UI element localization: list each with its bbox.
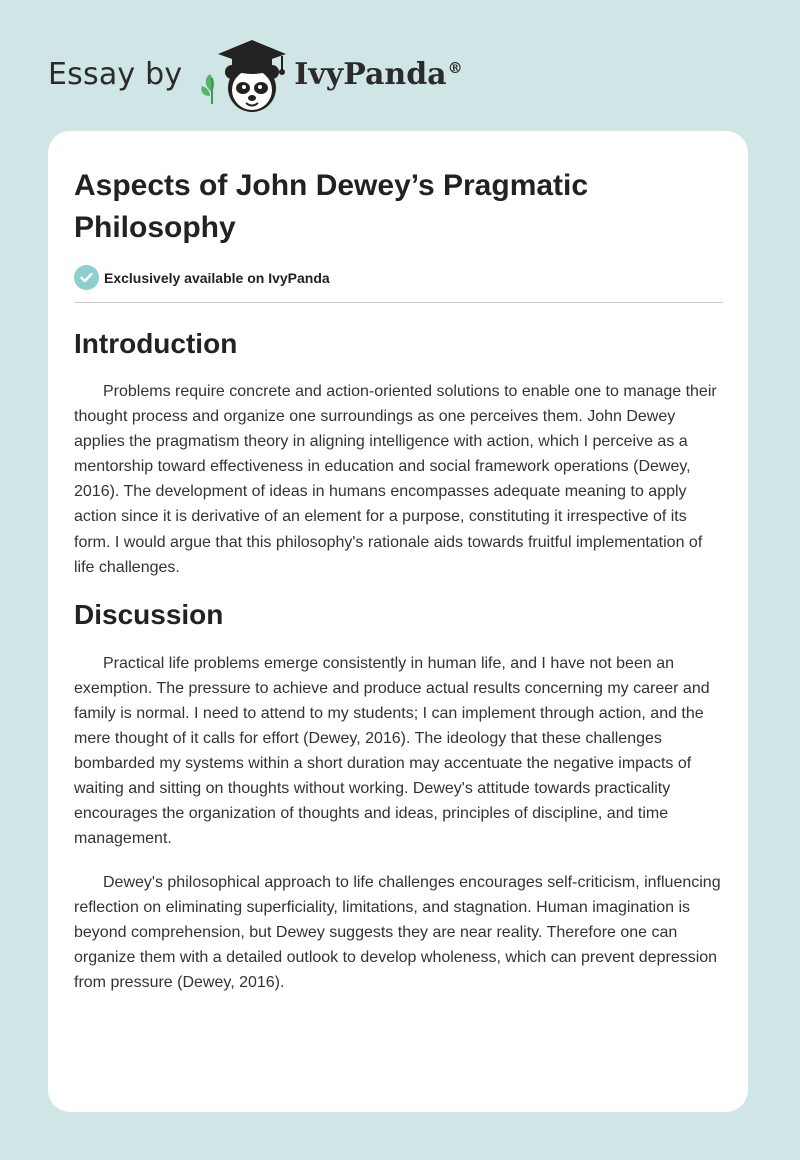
panda-graduation-cap-icon[interactable]	[200, 34, 290, 114]
exclusive-badge-text: Exclusively available on IvyPanda	[104, 269, 330, 286]
page-title: Aspects of John Dewey’s Pragmatic Philosophy	[74, 169, 589, 244]
section-heading-introduction: Introduction	[74, 328, 238, 359]
paragraph-discussion-2: Dewey's philosophical approach to life challenges encourages self-criticism, influencing reflection on eliminating superficiality, limitations, and stagnation. Human imagination is beyond comprehension, but Dewey suggests they are near reality. Therefore one can organize them with a detailed outlook to develop wholeness, which can prevent depression from pressure (Dewey, 2016).	[74, 873, 721, 991]
section-heading-discussion: Discussion	[74, 598, 224, 630]
divider	[74, 302, 723, 303]
registered-mark: ®	[447, 58, 463, 77]
paragraph-discussion-1: Practical life problems emerge consistently in human life, and I have not been an exemption. The pressure to achieve and produce actual results concerning my career and family is normal. I need to attend to my students; I can implement through action, and the mere thought of it calls for effort (Dewey, 2016). The ideology that these challenges bombarded my systems within a short duration may accentuate the negative impacts of waiting and sitting on thoughts without working. Dewey's attitude towards practicality encourages the organization of thoughts and ideas, principles of discipline, and time management.	[74, 654, 710, 848]
essay-by-label: Essay by	[48, 56, 183, 92]
essay-content	[74, 165, 724, 995]
exclusive-badge	[74, 265, 724, 290]
brand-name[interactable]: IvyPanda®	[294, 56, 463, 92]
essay-card	[48, 131, 748, 1112]
site-header	[48, 34, 463, 114]
paragraph-introduction: Problems require concrete and action-oriented solutions to enable one to manage their thought process and organize one surroundings as one perceives them. John Dewey applies the pragmatism theory in aligning intelligence with action, which I perceive as a mentorship toward effectiveness in education and social framework operations (Dewey, 2016). The development of ideas in humans encompasses adequate meaning to apply action since it is derivative of an element for a purpose, constituting it irrespective of its form. I would argue that this philosophy's rationale aids towards fruitful implementation of life challenges.	[74, 383, 717, 576]
check-circle-icon	[74, 265, 99, 290]
